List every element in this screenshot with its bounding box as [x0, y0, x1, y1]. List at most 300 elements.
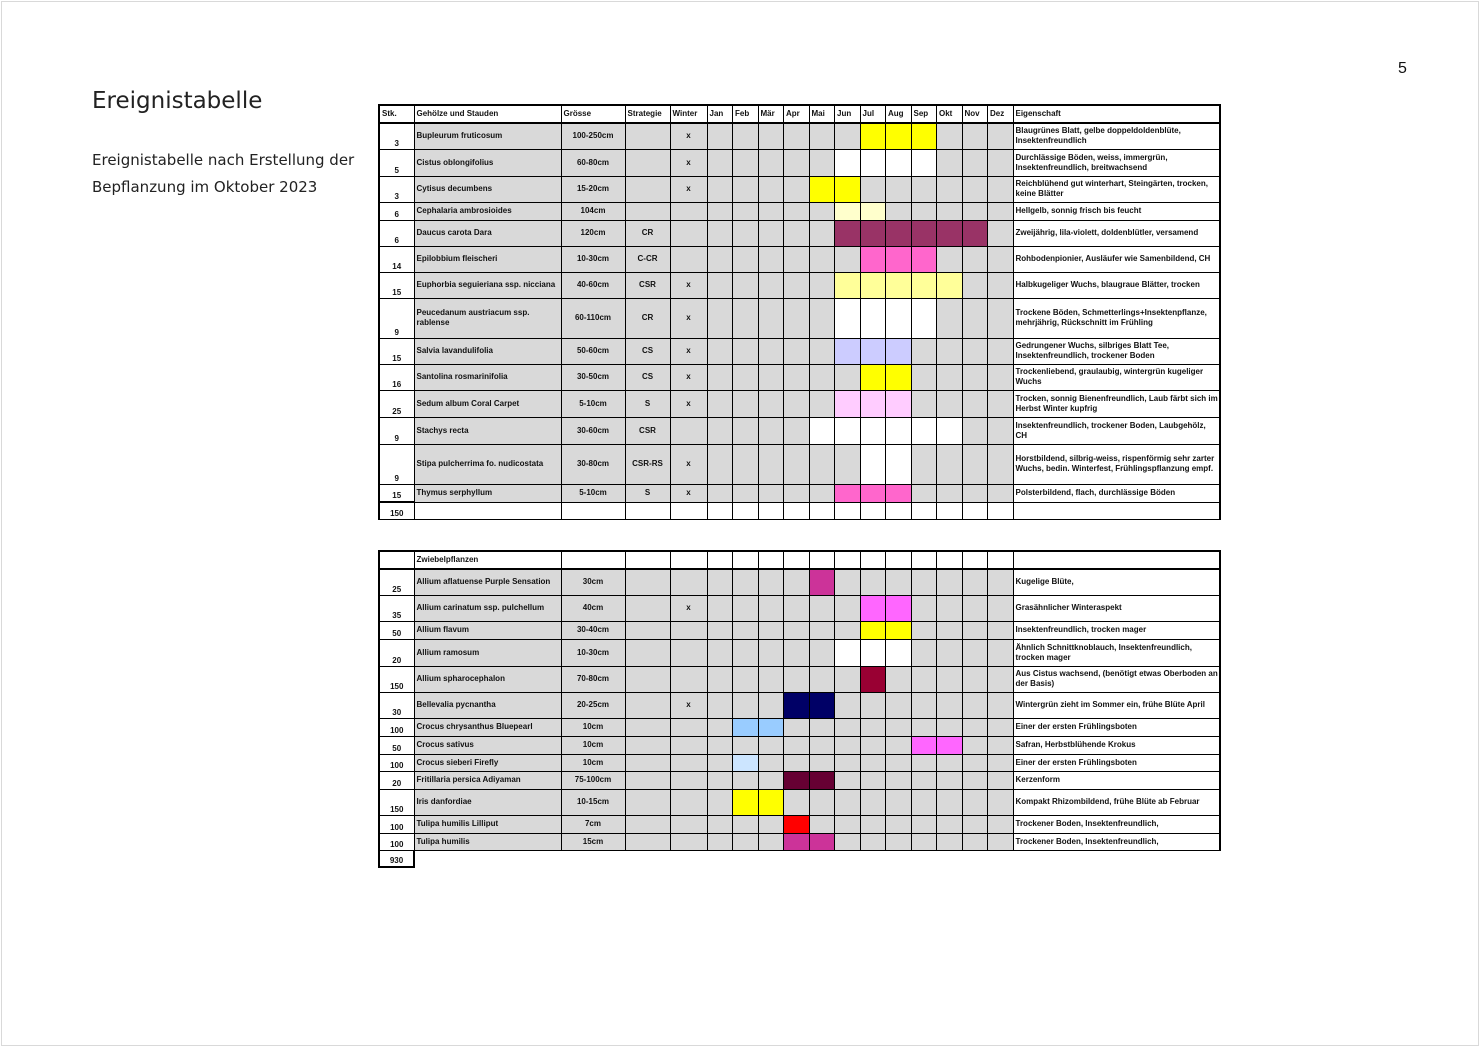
strategy-cell: S — [625, 484, 670, 502]
bloom-cell-okt — [937, 692, 963, 718]
bloom-cell-nov — [962, 272, 988, 298]
bloom-cell-dez — [988, 364, 1014, 390]
table-row — [379, 176, 1220, 202]
bloom-cell-nov — [962, 718, 988, 736]
property-cell: Trockenliebend, graulaubig, wintergrün kugeliger Wuchs — [1013, 364, 1220, 390]
property-cell: Kompakt Rhizombildend, frühe Blüte ab Februar — [1013, 789, 1220, 815]
bloom-cell-okt — [937, 202, 963, 220]
bloom-cell-jul — [860, 176, 886, 202]
bloom-cell-aug — [886, 298, 912, 338]
winter-cell: x — [670, 444, 707, 484]
bloom-cell-mai — [809, 484, 835, 502]
bloom-cell-feb — [733, 639, 759, 666]
bloom-cell-jun — [835, 390, 861, 417]
bloom-cell-mai — [809, 718, 835, 736]
bloom-cell-aug — [886, 202, 912, 220]
bloom-cell-mai — [809, 417, 835, 444]
bloom-cell-jun — [835, 220, 861, 246]
size-cell: 60-80cm — [561, 149, 625, 176]
empty-cell — [809, 502, 835, 519]
bloom-cell-dez — [988, 692, 1014, 718]
empty-cell — [758, 850, 784, 867]
winter-cell — [670, 754, 707, 771]
size-cell: 10cm — [561, 718, 625, 736]
bloom-cell-mär — [758, 220, 784, 246]
column-header: Okt — [937, 105, 963, 123]
section-heading: Zwiebelpflanzen — [414, 551, 561, 569]
bloom-cell-apr — [784, 815, 810, 833]
bloom-cell-jul — [860, 595, 886, 621]
page-number: 5 — [1398, 60, 1407, 77]
plant-name-cell: Daucus carota Dara — [414, 220, 561, 246]
empty-cell — [758, 502, 784, 519]
bloom-cell-aug — [886, 569, 912, 595]
bloom-cell-okt — [937, 364, 963, 390]
bloom-cell-jan — [707, 390, 733, 417]
column-header: Aug — [886, 105, 912, 123]
empty-cell — [733, 502, 759, 519]
bloom-cell-jan — [707, 298, 733, 338]
bloom-cell-dez — [988, 666, 1014, 692]
bloom-cell-mai — [809, 789, 835, 815]
plant-name-cell: Allium ramosum — [414, 639, 561, 666]
size-cell: 70-80cm — [561, 666, 625, 692]
bloom-cell-nov — [962, 123, 988, 149]
size-cell: 15-20cm — [561, 176, 625, 202]
column-header — [670, 551, 707, 569]
bloom-cell-aug — [886, 621, 912, 639]
property-cell: Aus Cistus wachsend, (benötigt etwas Oberboden an der Basis) — [1013, 666, 1220, 692]
column-header — [886, 551, 912, 569]
bloom-cell-sep — [911, 417, 937, 444]
bloom-cell-jun — [835, 364, 861, 390]
bloom-cell-nov — [962, 220, 988, 246]
plant-name-cell: Thymus serphyllum — [414, 484, 561, 502]
property-cell: Safran, Herbstblühende Krokus — [1013, 736, 1220, 754]
quantity-cell: 20 — [379, 639, 414, 666]
quantity-cell: 9 — [379, 417, 414, 444]
winter-cell — [670, 736, 707, 754]
bloom-cell-apr — [784, 444, 810, 484]
plant-name-cell: Euphorbia seguieriana ssp. nicciana — [414, 272, 561, 298]
table-row — [379, 621, 1220, 639]
bloom-cell-jul — [860, 789, 886, 815]
bloom-cell-mär — [758, 149, 784, 176]
bloom-cell-jul — [860, 202, 886, 220]
bloom-cell-sep — [911, 338, 937, 364]
column-header — [784, 551, 810, 569]
strategy-cell: CSR — [625, 272, 670, 298]
bloom-cell-aug — [886, 666, 912, 692]
bloom-cell-dez — [988, 220, 1014, 246]
bloom-cell-sep — [911, 123, 937, 149]
bloom-cell-mär — [758, 771, 784, 789]
bloom-cell-apr — [784, 771, 810, 789]
bloom-cell-mär — [758, 754, 784, 771]
bloom-cell-feb — [733, 123, 759, 149]
empty-cell — [784, 502, 810, 519]
bloom-cell-okt — [937, 246, 963, 272]
bloom-cell-okt — [937, 754, 963, 771]
quantity-cell: 9 — [379, 298, 414, 338]
table-row — [379, 736, 1220, 754]
bloom-cell-jun — [835, 176, 861, 202]
bloom-cell-okt — [937, 149, 963, 176]
bloom-cell-dez — [988, 444, 1014, 484]
bloom-cell-mai — [809, 202, 835, 220]
bloom-cell-jun — [835, 444, 861, 484]
bloom-cell-mär — [758, 595, 784, 621]
bloom-cell-jun — [835, 639, 861, 666]
table-row — [379, 417, 1220, 444]
property-cell: Durchlässige Böden, weiss, immergrün, Insektenfreundlich, breitwachsend — [1013, 149, 1220, 176]
bloom-cell-dez — [988, 390, 1014, 417]
size-cell: 30-80cm — [561, 444, 625, 484]
size-cell: 30-50cm — [561, 364, 625, 390]
bloom-cell-nov — [962, 390, 988, 417]
table-row — [379, 569, 1220, 595]
empty-cell — [988, 850, 1014, 867]
winter-cell: x — [670, 338, 707, 364]
column-header: Sep — [911, 105, 937, 123]
table-row — [379, 789, 1220, 815]
bloom-cell-mai — [809, 338, 835, 364]
column-header — [988, 551, 1014, 569]
bloom-cell-jul — [860, 754, 886, 771]
bloom-cell-apr — [784, 364, 810, 390]
bloom-cell-apr — [784, 718, 810, 736]
bloom-cell-mär — [758, 815, 784, 833]
size-cell: 120cm — [561, 220, 625, 246]
bloom-cell-feb — [733, 220, 759, 246]
plant-name-cell: Stachys recta — [414, 417, 561, 444]
quantity-cell: 150 — [379, 666, 414, 692]
bloom-cell-sep — [911, 692, 937, 718]
bloom-cell-aug — [886, 220, 912, 246]
strategy-cell: CS — [625, 338, 670, 364]
quantity-cell: 100 — [379, 815, 414, 833]
bloom-cell-apr — [784, 272, 810, 298]
bloom-cell-jan — [707, 666, 733, 692]
bloom-cell-jul — [860, 718, 886, 736]
size-cell: 15cm — [561, 833, 625, 850]
plant-name-cell: Crocus sieberi Firefly — [414, 754, 561, 771]
empty-cell — [414, 502, 561, 519]
property-cell: Grasähnlicher Winteraspekt — [1013, 595, 1220, 621]
bloom-cell-feb — [733, 621, 759, 639]
strategy-cell — [625, 666, 670, 692]
bloom-cell-jun — [835, 771, 861, 789]
page-subtitle: Ereignistabelle nach Erstellung der Bepflanzung im Oktober 2023 — [92, 151, 355, 196]
bloom-cell-aug — [886, 338, 912, 364]
bloom-cell-jun — [835, 621, 861, 639]
bloom-cell-jun — [835, 736, 861, 754]
bloom-cell-mär — [758, 789, 784, 815]
size-cell: 10-15cm — [561, 789, 625, 815]
bloom-cell-dez — [988, 754, 1014, 771]
bloom-cell-mai — [809, 736, 835, 754]
winter-cell — [670, 718, 707, 736]
bloom-cell-dez — [988, 272, 1014, 298]
bloom-cell-dez — [988, 639, 1014, 666]
bloom-cell-feb — [733, 736, 759, 754]
total-row — [379, 502, 1220, 519]
bloom-cell-sep — [911, 595, 937, 621]
bloom-cell-feb — [733, 718, 759, 736]
property-cell: Wintergrün zieht im Sommer ein, frühe Blüte April — [1013, 692, 1220, 718]
bloom-cell-aug — [886, 272, 912, 298]
bloom-cell-apr — [784, 123, 810, 149]
bloom-cell-sep — [911, 272, 937, 298]
bloom-cell-dez — [988, 246, 1014, 272]
bloom-cell-aug — [886, 692, 912, 718]
bloom-cell-aug — [886, 417, 912, 444]
bloom-cell-okt — [937, 484, 963, 502]
bloom-cell-mai — [809, 364, 835, 390]
column-header: Apr — [784, 105, 810, 123]
bloom-cell-okt — [937, 338, 963, 364]
plant-name-cell: Bellevalia pycnantha — [414, 692, 561, 718]
bloom-cell-jun — [835, 718, 861, 736]
column-header: Grösse — [561, 105, 625, 123]
bloom-cell-mai — [809, 246, 835, 272]
bloom-cell-okt — [937, 639, 963, 666]
bloom-cell-jun — [835, 754, 861, 771]
plant-name-cell: Allium aflatuense Purple Sensation — [414, 569, 561, 595]
table-row — [379, 815, 1220, 833]
bloom-cell-jul — [860, 298, 886, 338]
bloom-cell-mai — [809, 123, 835, 149]
bloom-cell-mai — [809, 754, 835, 771]
table-row — [379, 272, 1220, 298]
property-cell: Reichblühend gut winterhart, Steingärten, trocken, keine Blätter — [1013, 176, 1220, 202]
table-row — [379, 666, 1220, 692]
strategy-cell — [625, 771, 670, 789]
bloom-cell-jul — [860, 220, 886, 246]
bloom-cell-mär — [758, 692, 784, 718]
empty-cell — [962, 850, 988, 867]
bloom-cell-aug — [886, 390, 912, 417]
empty-cell — [911, 850, 937, 867]
bloom-cell-apr — [784, 595, 810, 621]
strategy-cell — [625, 595, 670, 621]
column-header — [379, 551, 414, 569]
bloom-cell-apr — [784, 220, 810, 246]
bloom-cell-jul — [860, 338, 886, 364]
strategy-cell — [625, 569, 670, 595]
winter-cell — [670, 639, 707, 666]
bloom-cell-nov — [962, 621, 988, 639]
plant-name-cell: Bupleurum fruticosum — [414, 123, 561, 149]
empty-cell — [625, 850, 670, 867]
bloom-cell-jun — [835, 484, 861, 502]
quantity-cell: 15 — [379, 484, 414, 502]
empty-cell — [1013, 502, 1220, 519]
strategy-cell: CS — [625, 364, 670, 390]
bloom-cell-mai — [809, 771, 835, 789]
bloom-cell-apr — [784, 149, 810, 176]
bloom-cell-jul — [860, 639, 886, 666]
bloom-cell-dez — [988, 417, 1014, 444]
bloom-cell-aug — [886, 771, 912, 789]
bloom-cell-jan — [707, 149, 733, 176]
strategy-cell — [625, 692, 670, 718]
table-row — [379, 202, 1220, 220]
size-cell: 10cm — [561, 736, 625, 754]
bloom-cell-jan — [707, 246, 733, 272]
size-cell: 5-10cm — [561, 390, 625, 417]
bloom-cell-dez — [988, 202, 1014, 220]
property-cell: Kerzenform — [1013, 771, 1220, 789]
table-row — [379, 149, 1220, 176]
bloom-cell-aug — [886, 789, 912, 815]
bloom-cell-sep — [911, 736, 937, 754]
bloom-cell-mär — [758, 417, 784, 444]
bloom-cell-feb — [733, 444, 759, 484]
total-quantity-cell: 930 — [379, 850, 414, 867]
plant-name-cell: Cistus oblongifolius — [414, 149, 561, 176]
bloom-cell-dez — [988, 176, 1014, 202]
bloom-cell-aug — [886, 718, 912, 736]
quantity-cell: 35 — [379, 595, 414, 621]
column-header — [962, 551, 988, 569]
bloom-cell-dez — [988, 718, 1014, 736]
winter-cell: x — [670, 123, 707, 149]
winter-cell: x — [670, 364, 707, 390]
bloom-cell-jan — [707, 444, 733, 484]
strategy-cell: CSR — [625, 417, 670, 444]
quantity-cell: 30 — [379, 692, 414, 718]
table-row — [379, 754, 1220, 771]
bloom-cell-jun — [835, 595, 861, 621]
bloom-cell-sep — [911, 246, 937, 272]
size-cell: 40-60cm — [561, 272, 625, 298]
plant-name-cell: Salvia lavandulifolia — [414, 338, 561, 364]
empty-cell — [911, 502, 937, 519]
bloom-cell-dez — [988, 815, 1014, 833]
property-cell: Insektenfreundlich, trockener Boden, Laubgehölz, CH — [1013, 417, 1220, 444]
empty-cell — [937, 850, 963, 867]
empty-cell — [670, 850, 707, 867]
column-header — [561, 551, 625, 569]
empty-cell — [886, 850, 912, 867]
bloom-cell-feb — [733, 771, 759, 789]
winter-cell — [670, 815, 707, 833]
bloom-cell-apr — [784, 692, 810, 718]
size-cell: 5-10cm — [561, 484, 625, 502]
bloom-cell-aug — [886, 595, 912, 621]
bloom-cell-jul — [860, 444, 886, 484]
table-row — [379, 484, 1220, 502]
bloom-cell-mär — [758, 298, 784, 338]
column-header — [733, 551, 759, 569]
quantity-cell: 3 — [379, 176, 414, 202]
bloom-cell-sep — [911, 639, 937, 666]
strategy-cell: CR — [625, 298, 670, 338]
column-header: Mär — [758, 105, 784, 123]
bloom-cell-feb — [733, 364, 759, 390]
bloom-cell-apr — [784, 246, 810, 272]
column-header: Stk. — [379, 105, 414, 123]
bloom-cell-feb — [733, 338, 759, 364]
bloom-cell-jun — [835, 833, 861, 850]
bloom-cell-mär — [758, 736, 784, 754]
winter-cell: x — [670, 484, 707, 502]
bloom-cell-nov — [962, 595, 988, 621]
bloom-cell-mär — [758, 176, 784, 202]
bloom-cell-feb — [733, 833, 759, 850]
bloom-cell-sep — [911, 149, 937, 176]
property-cell: Kugelige Blüte, — [1013, 569, 1220, 595]
bloom-cell-aug — [886, 754, 912, 771]
size-cell: 20-25cm — [561, 692, 625, 718]
quantity-cell: 16 — [379, 364, 414, 390]
bloom-cell-jan — [707, 123, 733, 149]
plant-name-cell: Stipa pulcherrima fo. nudicostata — [414, 444, 561, 484]
bloom-cell-mai — [809, 569, 835, 595]
property-cell: Gedrungener Wuchs, silbriges Blatt Tee, Insektenfreundlich, trockener Boden — [1013, 338, 1220, 364]
bloom-cell-nov — [962, 692, 988, 718]
bloom-cell-sep — [911, 621, 937, 639]
bloom-cell-dez — [988, 595, 1014, 621]
bloom-cell-feb — [733, 390, 759, 417]
bloom-cell-feb — [733, 789, 759, 815]
bloom-cell-mai — [809, 220, 835, 246]
bloom-cell-jan — [707, 692, 733, 718]
strategy-cell: CSR-RS — [625, 444, 670, 484]
bloom-cell-jun — [835, 123, 861, 149]
empty-cell — [561, 850, 625, 867]
plant-name-cell: Allium flavum — [414, 621, 561, 639]
winter-cell — [670, 569, 707, 595]
bloom-cell-mär — [758, 338, 784, 364]
plants-table — [378, 104, 1221, 520]
winter-cell: x — [670, 272, 707, 298]
bloom-cell-feb — [733, 298, 759, 338]
column-header — [835, 551, 861, 569]
strategy-cell — [625, 815, 670, 833]
property-cell: Blaugrünes Blatt, gelbe doppeldoldenblüte, Insektenfreundlich — [1013, 123, 1220, 149]
column-header — [911, 551, 937, 569]
bloom-cell-nov — [962, 569, 988, 595]
winter-cell: x — [670, 176, 707, 202]
empty-cell — [561, 502, 625, 519]
size-cell: 30cm — [561, 569, 625, 595]
bloom-cell-nov — [962, 202, 988, 220]
bloom-cell-dez — [988, 771, 1014, 789]
bloom-cell-sep — [911, 298, 937, 338]
bloom-cell-jun — [835, 338, 861, 364]
quantity-cell: 25 — [379, 569, 414, 595]
bloom-cell-okt — [937, 123, 963, 149]
column-header: Winter — [670, 105, 707, 123]
property-cell: Ähnlich Schnittknoblauch, Insektenfreundlich, trocken mager — [1013, 639, 1220, 666]
bloom-cell-feb — [733, 569, 759, 595]
winter-cell — [670, 789, 707, 815]
table-row — [379, 298, 1220, 338]
bloom-cell-mai — [809, 176, 835, 202]
bloom-cell-aug — [886, 444, 912, 484]
size-cell: 104cm — [561, 202, 625, 220]
bloom-cell-jun — [835, 272, 861, 298]
bloom-cell-mär — [758, 718, 784, 736]
plant-name-cell: Epilobbium fleischeri — [414, 246, 561, 272]
property-cell: Halbkugeliger Wuchs, blaugraue Blätter, trocken — [1013, 272, 1220, 298]
bloom-cell-okt — [937, 220, 963, 246]
column-header — [860, 551, 886, 569]
bloom-cell-dez — [988, 736, 1014, 754]
size-cell: 30-60cm — [561, 417, 625, 444]
